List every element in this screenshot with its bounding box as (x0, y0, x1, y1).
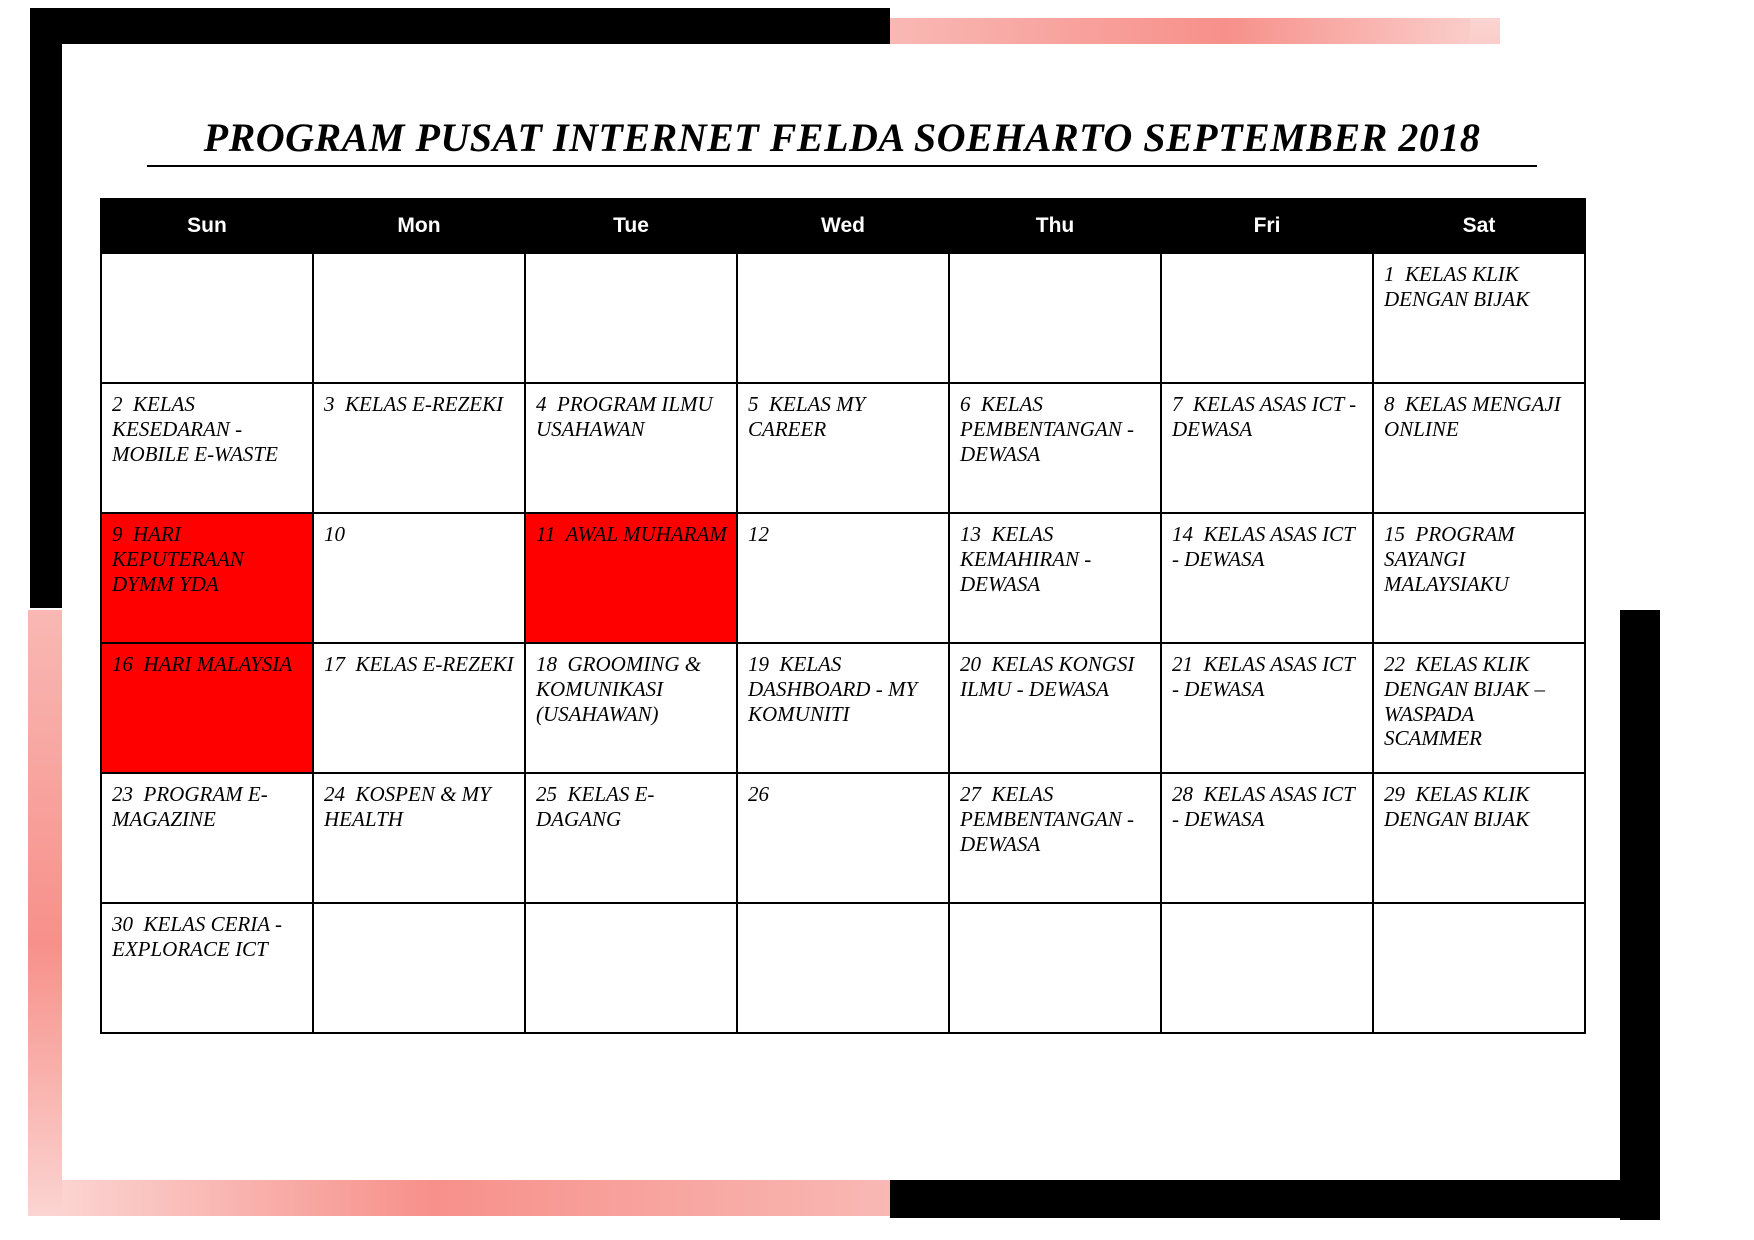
day-cell (737, 643, 949, 773)
calendar-week-row (101, 383, 1585, 513)
day-event: AWAL MUHARAM (565, 522, 727, 546)
day-event: GROOMING & KOMUNIKASI (USAHAWAN) (536, 652, 702, 726)
day-number: 3 (324, 392, 340, 416)
day-number: 15 (1384, 522, 1411, 546)
day-event: HARI KEPUTERAAN DYMM YDA (112, 522, 244, 596)
day-number: 25 (536, 782, 563, 806)
day-number: 14 (1172, 522, 1199, 546)
day-event: KOSPEN & MY HEALTH (324, 782, 491, 831)
day-cell (737, 903, 949, 1033)
day-cell (1161, 643, 1373, 773)
day-cell (1373, 253, 1585, 383)
day-cell (313, 903, 525, 1033)
weekday-header-thu: Thu (949, 199, 1161, 253)
day-number: 17 (324, 652, 351, 676)
day-number: 13 (960, 522, 987, 546)
day-cell (1373, 513, 1585, 643)
day-cell (1161, 773, 1373, 903)
day-event: PROGRAM E-MAGAZINE (112, 782, 268, 831)
day-event: KELAS ASAS ICT - DEWASA (1172, 782, 1355, 831)
page-title: PROGRAM PUSAT INTERNET FELDA SOEHARTO SEPTEMBER 2018 (203, 115, 1481, 160)
day-event: KELAS MY CAREER (748, 392, 866, 441)
day-number: 10 (324, 522, 351, 546)
day-cell (1373, 903, 1585, 1033)
day-number: 30 (112, 912, 139, 936)
day-event: KELAS KLIK DENGAN BIJAK – WASPADA SCAMMER (1384, 652, 1545, 751)
decorative-pink-bar-bottom (60, 1180, 890, 1216)
day-cell (101, 383, 313, 513)
calendar-week-row (101, 253, 1585, 383)
day-cell-holiday (101, 643, 313, 773)
day-cell (101, 773, 313, 903)
day-number: 21 (1172, 652, 1199, 676)
day-number: 4 (536, 392, 552, 416)
day-cell (313, 383, 525, 513)
day-cell (737, 253, 949, 383)
day-cell-holiday (525, 513, 737, 643)
day-event: KELAS ASAS ICT - DEWASA (1172, 652, 1355, 701)
day-number: 24 (324, 782, 351, 806)
day-event: KELAS KESEDARAN - MOBILE E-WASTE (112, 392, 278, 466)
day-cell (1373, 643, 1585, 773)
day-event: PROGRAM SAYANGI MALAYSIAKU (1384, 522, 1515, 596)
title-divider (147, 165, 1537, 167)
day-number: 18 (536, 652, 563, 676)
calendar-week-row (101, 513, 1585, 643)
day-number: 6 (960, 392, 976, 416)
day-event: KELAS ASAS ICT - DEWASA (1172, 392, 1357, 441)
day-event: KELAS MENGAJI ONLINE (1384, 392, 1561, 441)
day-event: HARI MALAYSIA (143, 652, 293, 676)
day-cell-holiday (101, 513, 313, 643)
day-cell (313, 643, 525, 773)
day-cell (1373, 773, 1585, 903)
day-event: KELAS E-REZEKI (345, 392, 504, 416)
day-number: 11 (536, 522, 561, 546)
decorative-black-bar-right (1620, 610, 1660, 1220)
day-event: KELAS KONGSI ILMU - DEWASA (960, 652, 1135, 701)
day-number: 27 (960, 782, 987, 806)
calendar-week-row (101, 903, 1585, 1033)
day-cell (101, 253, 313, 383)
decorative-black-bar-top (30, 8, 890, 48)
day-number: 2 (112, 392, 128, 416)
day-cell (949, 773, 1161, 903)
calendar-table (100, 198, 1586, 1034)
day-cell (525, 383, 737, 513)
day-cell (1161, 383, 1373, 513)
day-number: 12 (748, 522, 775, 546)
day-number: 19 (748, 652, 775, 676)
day-cell (313, 253, 525, 383)
weekday-header-fri: Fri (1161, 199, 1373, 253)
day-cell (737, 513, 949, 643)
day-cell (737, 383, 949, 513)
day-number: 7 (1172, 392, 1188, 416)
day-number: 23 (112, 782, 139, 806)
day-cell (949, 903, 1161, 1033)
decorative-black-bar-bottom (890, 1178, 1660, 1218)
day-number: 29 (1384, 782, 1411, 806)
day-number: 16 (112, 652, 139, 676)
day-event: KELAS KEMAHIRAN - DEWASA (960, 522, 1092, 596)
day-cell (737, 773, 949, 903)
calendar-week-row (101, 643, 1585, 773)
calendar-header-row (101, 199, 1585, 253)
day-event: KELAS E-DAGANG (536, 782, 655, 831)
day-number: 5 (748, 392, 764, 416)
day-cell (949, 643, 1161, 773)
day-event: KELAS KLIK DENGAN BIJAK (1384, 782, 1530, 831)
day-cell (101, 903, 313, 1033)
day-event: PROGRAM ILMU USAHAWAN (536, 392, 713, 441)
day-cell (1161, 903, 1373, 1033)
day-event: KELAS ASAS ICT - DEWASA (1172, 522, 1355, 571)
day-event: KELAS KLIK DENGAN BIJAK (1384, 262, 1530, 311)
day-cell (525, 773, 737, 903)
day-number: 1 (1384, 262, 1400, 286)
day-event: KELAS E-REZEKI (355, 652, 514, 676)
day-number: 20 (960, 652, 987, 676)
weekday-header-sat: Sat (1373, 199, 1585, 253)
calendar-body (101, 253, 1585, 1033)
day-number: 28 (1172, 782, 1199, 806)
weekday-header-tue: Tue (525, 199, 737, 253)
weekday-header-sun: Sun (101, 199, 313, 253)
day-event: KELAS PEMBENTANGAN - DEWASA (960, 392, 1135, 466)
day-cell (1161, 513, 1373, 643)
calendar-week-row (101, 773, 1585, 903)
weekday-header-mon: Mon (313, 199, 525, 253)
day-event: KELAS PEMBENTANGAN - DEWASA (960, 782, 1135, 856)
day-cell (949, 253, 1161, 383)
day-number: 9 (112, 522, 128, 546)
day-number: 22 (1384, 652, 1411, 676)
day-number: 26 (748, 782, 775, 806)
day-number: 8 (1384, 392, 1400, 416)
day-cell (525, 643, 737, 773)
day-cell (949, 513, 1161, 643)
day-cell (313, 513, 525, 643)
day-cell (949, 383, 1161, 513)
weekday-header-wed: Wed (737, 199, 949, 253)
poster-sheet (62, 44, 1620, 1180)
day-cell (525, 903, 737, 1033)
day-cell (1373, 383, 1585, 513)
day-cell (525, 253, 737, 383)
day-cell (1161, 253, 1373, 383)
day-event: KELAS DASHBOARD - MY KOMUNITI (748, 652, 918, 726)
title-block (102, 114, 1582, 167)
day-event: KELAS CERIA - EXPLORACE ICT (112, 912, 282, 961)
day-cell (313, 773, 525, 903)
decorative-pink-bar-left (28, 610, 62, 1216)
